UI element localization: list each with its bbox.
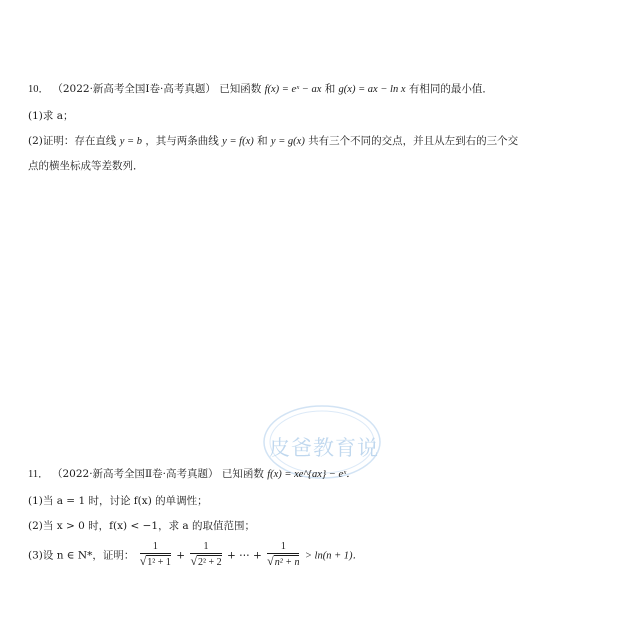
problem10-part2-a: (2)证明：存在直线: [28, 135, 117, 147]
fraction-2: [190, 541, 221, 570]
problem11-part3: (3)设 n ∈ N*，证明： $\frac{1}{\text{√1² + 1}}$ + $\frac{1}{\text{√2² + 2}}$ + ⋯ + $\frac{1}{\text{√n² + n}}$ > ln(n + 1)．: [28, 541, 364, 568]
fraction-2-numerator: 1: [190, 541, 221, 554]
problem10-part2-b: ，其与两条曲线: [145, 135, 219, 147]
problem11-part2: (2)当 x > 0 时，f(x) < −1，求 a 的取值范围；: [28, 520, 256, 532]
fraction-n-numerator: 1: [267, 541, 299, 554]
problem10-number: 10．: [28, 84, 49, 95]
sqrt-icon: √: [139, 554, 147, 568]
problem10-source: （2022·新高考全国Ⅰ卷·高考真题）: [52, 83, 216, 95]
fraction-n-denominator: n² + n: [274, 557, 300, 568]
problem11-stem: [28, 467, 357, 482]
problem11-number: 11．: [28, 469, 49, 480]
sqrt-icon: √: [267, 554, 274, 568]
problem10-stem: [28, 82, 493, 97]
problem11-dots: + ⋯ +: [227, 549, 262, 562]
problem10-stem-suffix: 有相同的最小值．: [408, 83, 493, 95]
fraction-n: [267, 541, 299, 570]
problem11-stem-prefix: 已知函数: [221, 468, 264, 480]
problem10-part2-curve2: y = g(x): [270, 136, 305, 147]
problem10-part2-line: y = b: [119, 136, 142, 147]
fraction-1-numerator: 1: [140, 541, 171, 554]
problem10-part2-curve1: y = f(x): [222, 136, 254, 147]
sqrt-icon: √: [190, 554, 198, 568]
problem10-f-def: f(x) = eˣ − ax: [264, 84, 322, 95]
watermark-text: 皮爸教育说: [269, 436, 379, 460]
problem11-part1: (1)当 a = 1 时，讨论 f(x) 的单调性；: [28, 495, 208, 507]
problem11-source: （2022·新高考全国Ⅱ卷·高考真题）: [51, 468, 219, 480]
fraction-1: [140, 541, 171, 570]
problem10-stem-prefix: 已知函数: [219, 83, 262, 95]
fraction-2-denominator: 2² + 2: [198, 557, 222, 568]
problem10-part2-cont: 点的横坐标成等差数列．: [28, 160, 144, 172]
problem10-part2: [28, 134, 518, 149]
problem11-part3-end: > ln(n + 1)．: [304, 550, 364, 562]
fraction-1-denominator: 1² + 1: [147, 557, 171, 568]
problem11-part3-prefix: (3)设 n ∈ N*，证明：: [28, 549, 135, 562]
problem10-part2-d: 共有三个不同的交点，并且从左到右的三个交: [308, 135, 519, 147]
problem10-part2-and: 和: [257, 135, 268, 147]
problem10-part1: (1)求 a；: [28, 110, 74, 122]
problem11-f-def: f(x) = xe^{ax} − eˣ．: [267, 469, 357, 480]
problem10-and: 和: [324, 83, 336, 95]
problem10-g-def: g(x) = ax − ln x: [338, 84, 406, 95]
